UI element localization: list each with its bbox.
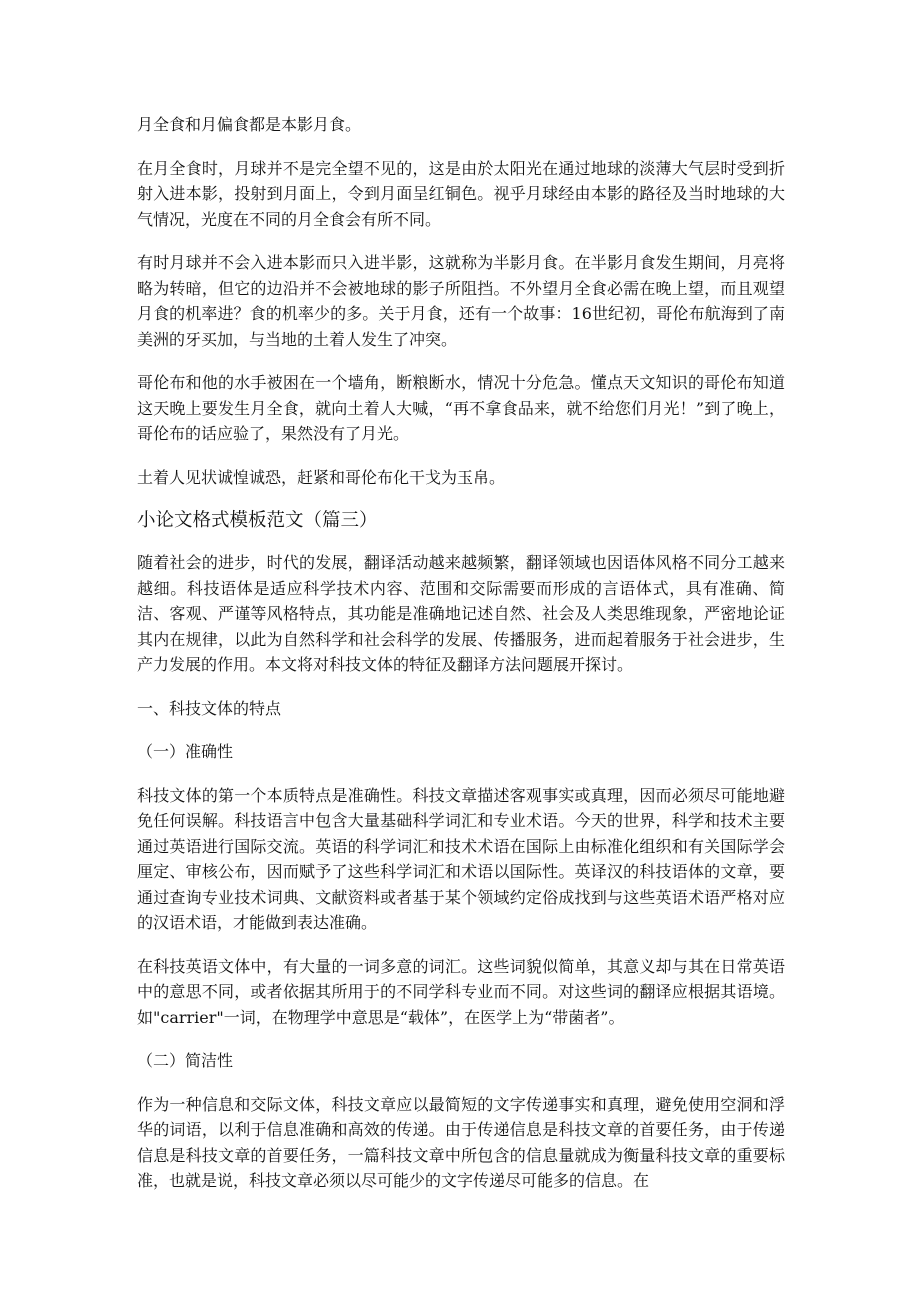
paragraph: 月全食和月偏食都是本影月食。: [137, 115, 362, 134]
paragraph: 随着社会的进步，时代的发展，翻译活动越来越频繁，翻译领域也因语体风格不同分工越来越细。科技语体是适应科学技术内容、范围和交际需要而形成的言语体式，具有准确、简洁、客观、严谨等风格特点，其功能是准确地记述自然、社会及人类思维现象，严密地论证其内在规律，以此为自然科学和社会科学的发展、传播服务，进而起着服务于社会进步，生产力发展的作用。本文将对科技文体的特征及翻译方法问题展开探讨。: [137, 553, 785, 674]
subheading: 一、科技文体的特点: [137, 698, 282, 718]
paragraph: 哥伦布和他的水手被困在一个墙角，断粮断水，情况十分危急。懂点天文知识的哥伦布知道这天晚上要发生月全食，就向土着人大喊，“再不拿食品来，就不给您们月光！”到了晚上，哥伦布的话应验了，果然没有了月光。: [137, 373, 785, 443]
paragraph: 在科技英语文体中，有大量的一词多意的词汇。这些词貌似简单，其意义却与其在日常英语中的意思不同，或者依据其所用于的不同学科专业而不同。对这些词的翻译应根据其语境。如"carrier"一词，在物理学中意思是“载体”，在医学上为“带菌者”。: [137, 956, 785, 1027]
document-page: [137, 112, 785, 1212]
paragraph: 有时月球并不会入进本影而只入进半影，这就称为半影月食。在半影月食发生期间，月亮将略为转暗，但它的边沿并不会被地球的影子所阻挡。不外望月全食必需在晚上望，而且观望月食的机率进？食的机率少的多。关于月食，还有一个故事：16世纪初，哥伦布航海到了南美洲的牙买加，与当地的土着人发生了冲突。: [137, 253, 785, 349]
paragraph: 作为一种信息和交际文体，科技文章应以最简短的文字传递事实和真理，避免使用空洞和浮华的词语，以利于信息准确和高效的传递。由于传递信息是科技文章的首要任务，由于传递信息是科技文章的首要任务，一篇科技文章中所包含的信息量就成为衡量科技文章的重要标准，也就是说，科技文章必须以尽可能少的文字传递尽可能多的信息。在: [137, 1094, 785, 1190]
subheading: （一）准确性: [137, 742, 234, 761]
paragraph: 土着人见状诚惶诚恐，赶紧和哥伦布化干戈为玉帛。: [137, 467, 506, 487]
paragraph: 在月全食时，月球并不是完全望不见的，这是由於太阳光在通过地球的淡薄大气层时受到折射入进本影，投射到月面上，令到月面呈红铜色。视乎月球经由本影的路径及当时地球的大气情况，光度在不同的月全食会有所不同。: [137, 158, 785, 229]
subheading: （二）简洁性: [137, 1051, 234, 1070]
section-heading: 小论文格式模板范文（篇三）: [137, 510, 378, 531]
paragraph: 科技文体的第一个本质特点是准确性。科技文章描述客观事实或真理，因而必须尽可能地避免任何误解。科技语言中包含大量基础科学词汇和专业术语。今天的世界，科学和技术主要通过英语进行国际交流。英语的科学词汇和技术术语在国际上由标准化组织和有关国际学会厘定、审核公布，因而赋予了这些科学词汇和术语以国际性。英译汉的科技语体的文章，要通过查询专业技术词典、文献资料或者基于某个领域约定俗成找到与这些英语术语严格对应的汉语术语，才能做到表达准确。: [137, 785, 785, 932]
